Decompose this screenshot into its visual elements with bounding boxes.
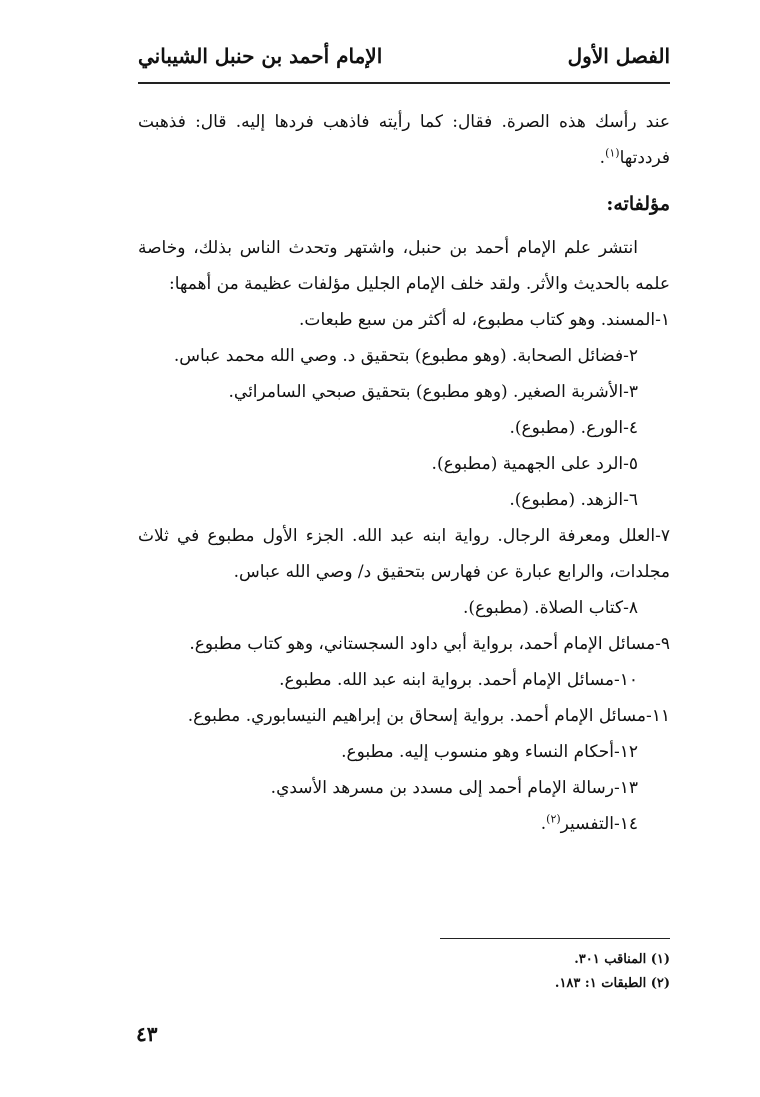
- paragraph: عند رأسك هذه الصرة. فقال: كما رأيته فاذهب فردها إليه. قال: فذهبت فرددتها$^{(١)}$.: [138, 112, 670, 168]
- list-item: ٥-الرد على الجهمية (مطبوع).: [431, 454, 638, 474]
- book-title: الإمام أحمد بن حنبل الشيباني: [138, 44, 383, 68]
- list-item: ٩-مسائل الإمام أحمد، برواية أبي داود السجستاني، وهو كتاب مطبوع.: [189, 634, 670, 654]
- list-item: ٣-الأشربة الصغير. (وهو مطبوع) بتحقيق صبحي السامرائي.: [228, 382, 638, 402]
- list-item: ٧-العلل ومعرفة الرجال. رواية ابنه عبد الله. الجزء الأول مطبوع في ثلاث مجلدات، والرابع عبارة عن فهارس بتحقيق د/ وصي الله عباس.: [138, 526, 670, 582]
- list-item: ١٠-مسائل الإمام أحمد. برواية ابنه عبد الله. مطبوع.: [279, 670, 638, 690]
- list-item: ١-المسند. وهو كتاب مطبوع، له أكثر من سبع طبعات.: [299, 310, 670, 330]
- list-item: ٢-فضائل الصحابة. (وهو مطبوع) بتحقيق د. وصي الله محمد عباس.: [173, 346, 638, 366]
- list-item: ١٤-التفسير$^{(٢)}$.: [540, 812, 638, 834]
- list-item: ٨-كتاب الصلاة. (مطبوع).: [463, 598, 638, 618]
- list-item: ٦-الزهد. (مطبوع).: [509, 490, 638, 510]
- footnote-ref: (٢): [546, 812, 561, 826]
- list-item: ١١-مسائل الإمام أحمد. برواية إسحاق بن إبراهيم النيسابوري. مطبوع.: [187, 706, 670, 726]
- footnote-separator: [440, 938, 670, 939]
- chapter-title: الفصل الأول: [567, 44, 670, 68]
- page-body: [138, 104, 670, 842]
- page-number: ٤٣: [136, 1022, 158, 1046]
- paragraph: انتشر علم الإمام أحمد بن حنبل، واشتهر وتحدث الناس بذلك، وخاصة علمه بالحديث والأثر. ولقد خلف الإمام الجليل مؤلفات عظيمة من أهمها:: [138, 238, 670, 294]
- paragraph-text: عند رأسك هذه الصرة. فقال: كما رأيته فاذهب فردها إليه. قال: فذهبت فرددتها: [138, 112, 670, 168]
- footnote: (٢) الطبقات ١: ١٨٣.: [554, 976, 670, 991]
- list-item-text: ١٤-التفسير: [560, 814, 638, 834]
- list-item: ١٣-رسالة الإمام أحمد إلى مسدد بن مسرهد الأسدي.: [270, 778, 638, 798]
- list-item: ٤-الورع. (مطبوع).: [509, 418, 638, 438]
- footnote: (١) المناقب ٣٠١.: [574, 952, 670, 967]
- section-heading: مؤلفاته:: [606, 193, 670, 215]
- list-item: ١٢-أحكام النساء وهو منسوب إليه. مطبوع.: [341, 742, 638, 762]
- footnotes: [270, 948, 670, 996]
- running-header: [138, 38, 670, 84]
- footnote-ref: (١): [605, 146, 620, 160]
